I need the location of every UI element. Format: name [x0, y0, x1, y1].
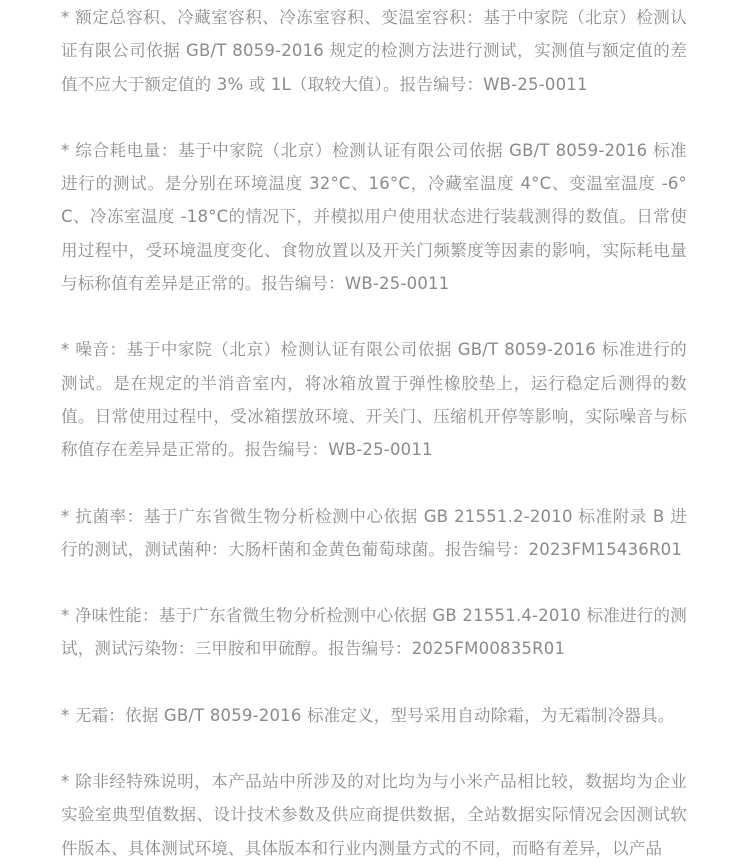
footnote-noise: * 噪音：基于中家院（北京）检测认证有限公司依据 GB/T 8059-2016 标准进行的测试。是在规定的半消音室内，将冰箱放置于弹性橡胶垫上，运行稳定后测得的数值。日常使用过程中，受冰箱摆放环境、开关门、压缩机开停等影响，实际噪音与标称值存在差异是正常的。报告编号：WB-25-0011: [61, 340, 687, 460]
footnote-deodorization: * 净味性能：基于广东省微生物分析检测中心依据 GB 21551.4-2010 标准进行的测试，测试污染物：三甲胺和甲硫醇。报告编号：2025FM00835R01: [61, 606, 687, 659]
footnote-antibacterial: * 抗菌率：基于广东省微生物分析检测中心依据 GB 21551.2-2010 标准附录 B 进行的测试，测试菌种：大肠杆菌和金黄色葡萄球菌。报告编号：2023FM15436R01: [61, 506, 687, 559]
footnote-frost-free: * 无霜：依据 GB/T 8059-2016 标准定义，型号采用自动除霜，为无霜制冷器具。: [61, 705, 675, 725]
footnote-power-consumption: * 综合耗电量：基于中家院（北京）检测认证有限公司依据 GB/T 8059-2016 标准进行的测试。是分别在环境温度 32°C、16°C，冷藏室温度 4°C、变温室温度 -6°C、冷冻室温度 -18°C的情况下，并模拟用户使用状态进行装载测得的数值。日常使用过程中，受环境温度变化、食物放置以及开关门频繁度等因素的影响，实际耗电量与标称值有差异是正常的。报告编号：WB-25-0011: [61, 140, 687, 294]
footnote-disclaimer: * 除非经特殊说明，本产品站中所涉及的对比均为与小米产品相比较，数据均为企业实验室典型值数据、设计技术参数及供应商提供数据，全站数据实际情况会因测试软件版本、具体测试环境、具体版本和行业内测量方式的不同，而略有差异，以产品: [61, 772, 687, 858]
footnote-volume: * 额定总容积、冷藏室容积、冷冻室容积、变温室容积：基于中家院（北京）检测认证有限公司依据 GB/T 8059-2016 规定的检测方法进行测试，实测值与额定值的差值不应大于额定值的 3% 或 1L（取较大值）。报告编号：WB-25-0011: [61, 8, 687, 94]
footnotes: [61, 0, 687, 865]
